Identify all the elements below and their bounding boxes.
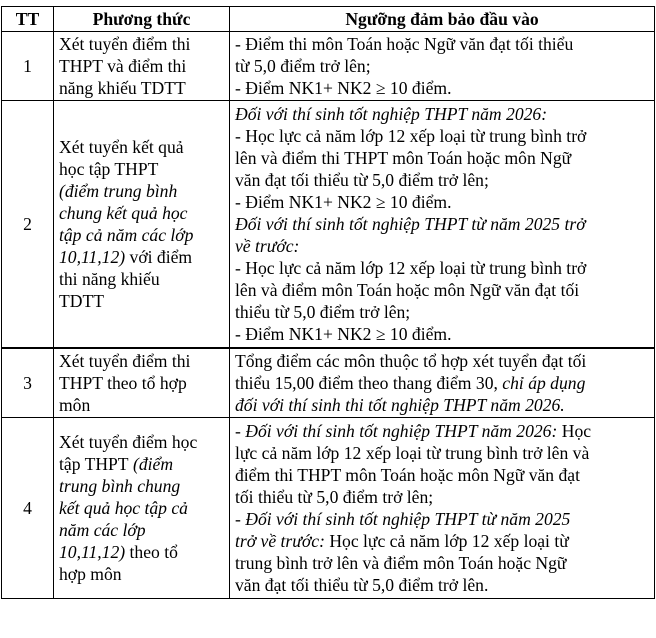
row-number: 1 bbox=[2, 32, 54, 101]
threshold-cell bbox=[230, 418, 655, 599]
method-line: Xét tuyển điểm học bbox=[59, 432, 198, 452]
threshold-line: Đối với thí sinh tốt nghiệp THPT năm 2026: bbox=[235, 104, 548, 124]
threshold-line: Học lực cả năm lớp 12 xếp loại từ bbox=[324, 531, 569, 551]
method-cell bbox=[54, 418, 230, 599]
method-line: chung kết quả học bbox=[59, 203, 188, 223]
header-method: Phương thức bbox=[54, 7, 230, 32]
admission-methods-table bbox=[1, 6, 655, 599]
header-tt: TT bbox=[2, 7, 54, 32]
method-line: THPT theo tổ hợp bbox=[59, 373, 187, 393]
method-line: môn bbox=[59, 395, 91, 415]
threshold-line: trung bình trở lên và điểm môn Toán hoặc Ngữ bbox=[235, 553, 567, 573]
threshold-line: - Điểm NK1+ NK2 ≥ 10 điểm. bbox=[235, 192, 452, 212]
threshold-line: văn đạt tối thiểu từ 5,0 điểm trở lên. bbox=[235, 575, 489, 595]
threshold-line: lên và điểm thi THPT môn Toán hoặc môn Ngữ bbox=[235, 148, 572, 168]
method-line: học tập THPT bbox=[59, 159, 159, 179]
threshold-line: điểm thi THPT môn Toán hoặc môn Ngữ văn đạt bbox=[235, 465, 580, 485]
method-line: (điểm trung bình bbox=[59, 181, 178, 201]
method-line: năm các lớp bbox=[59, 520, 146, 540]
method-line: trung bình chung bbox=[59, 476, 181, 496]
threshold-line: trở về trước: bbox=[235, 531, 325, 551]
method-line: hợp môn bbox=[59, 564, 122, 584]
method-line: theo tổ bbox=[125, 542, 178, 562]
table-row bbox=[2, 101, 655, 349]
threshold-line: tối thiểu từ 5,0 điểm trở lên; bbox=[235, 487, 434, 507]
threshold-line: Tổng điểm các môn thuộc tổ hợp xét tuyển đạt tối bbox=[235, 351, 587, 371]
threshold-line: chỉ áp dụng bbox=[502, 373, 586, 393]
threshold-line: lực cả năm lớp 12 xếp loại từ trung bình trở lên và bbox=[235, 443, 590, 463]
table-row bbox=[2, 418, 655, 599]
method-line: TDTT bbox=[59, 291, 104, 311]
threshold-cell bbox=[230, 32, 655, 101]
threshold-line: lên và điểm môn Toán hoặc môn Ngữ văn đạt tối bbox=[235, 280, 580, 300]
threshold-line: từ 5,0 điểm trở lên; bbox=[235, 56, 371, 76]
method-line: Xét tuyển kết quả bbox=[59, 137, 184, 157]
method-line: năng khiếu TDTT bbox=[59, 78, 186, 98]
table-row bbox=[2, 32, 655, 101]
threshold-cell bbox=[230, 101, 655, 349]
threshold-line: - Điểm NK1+ NK2 ≥ 10 điểm. bbox=[235, 78, 452, 98]
method-line: Xét tuyển điểm thi bbox=[59, 34, 191, 54]
threshold-line: về trước: bbox=[235, 236, 300, 256]
method-cell bbox=[54, 348, 230, 418]
table-header-row bbox=[2, 7, 655, 32]
threshold-line: - Đối với thí sinh tốt nghiệp THPT năm 2026: bbox=[235, 421, 558, 441]
method-line: (điểm bbox=[128, 454, 174, 474]
threshold-line: - Điểm thi môn Toán hoặc Ngữ văn đạt tối thiểu bbox=[235, 34, 574, 54]
method-line: tập THPT bbox=[59, 454, 129, 474]
method-line: 10,11,12) bbox=[59, 247, 126, 267]
method-line: với điểm bbox=[125, 247, 193, 267]
threshold-line: - Học lực cả năm lớp 12 xếp loại từ trung bình trở bbox=[235, 126, 587, 146]
method-line: thi năng khiếu bbox=[59, 269, 160, 289]
threshold-line: thiểu từ 5,0 điểm trở lên; bbox=[235, 302, 411, 322]
threshold-cell bbox=[230, 348, 655, 418]
method-line: tập cả năm các lớp bbox=[59, 225, 194, 245]
method-line: 10,11,12) bbox=[59, 542, 126, 562]
threshold-line: - Học lực cả năm lớp 12 xếp loại từ trung bình trở bbox=[235, 258, 587, 278]
threshold-line: Học bbox=[557, 421, 592, 441]
row-number: 3 bbox=[2, 348, 54, 418]
method-cell bbox=[54, 32, 230, 101]
table-row bbox=[2, 348, 655, 418]
threshold-line: thiểu 15,00 điểm theo thang điểm 30, bbox=[235, 373, 503, 393]
row-number: 4 bbox=[2, 418, 54, 599]
threshold-line: đối với thí sinh thi tốt nghiệp THPT năm 2026. bbox=[235, 395, 565, 415]
threshold-line: Đối với thí sinh tốt nghiệp THPT từ năm 2025 trở bbox=[235, 214, 586, 234]
threshold-line: - Đối với thí sinh tốt nghiệp THPT từ năm 2025 bbox=[235, 509, 571, 529]
threshold-line: - Điểm NK1+ NK2 ≥ 10 điểm. bbox=[235, 324, 452, 344]
method-line: kết quả học tập cả bbox=[59, 498, 188, 518]
threshold-line: văn đạt tối thiểu từ 5,0 điểm trở lên; bbox=[235, 170, 489, 190]
method-line: THPT và điểm thi bbox=[59, 56, 187, 76]
method-line: Xét tuyển điểm thi bbox=[59, 351, 191, 371]
header-threshold: Ngưỡng đảm bảo đầu vào bbox=[230, 7, 655, 32]
method-cell bbox=[54, 101, 230, 349]
row-number: 2 bbox=[2, 101, 54, 349]
